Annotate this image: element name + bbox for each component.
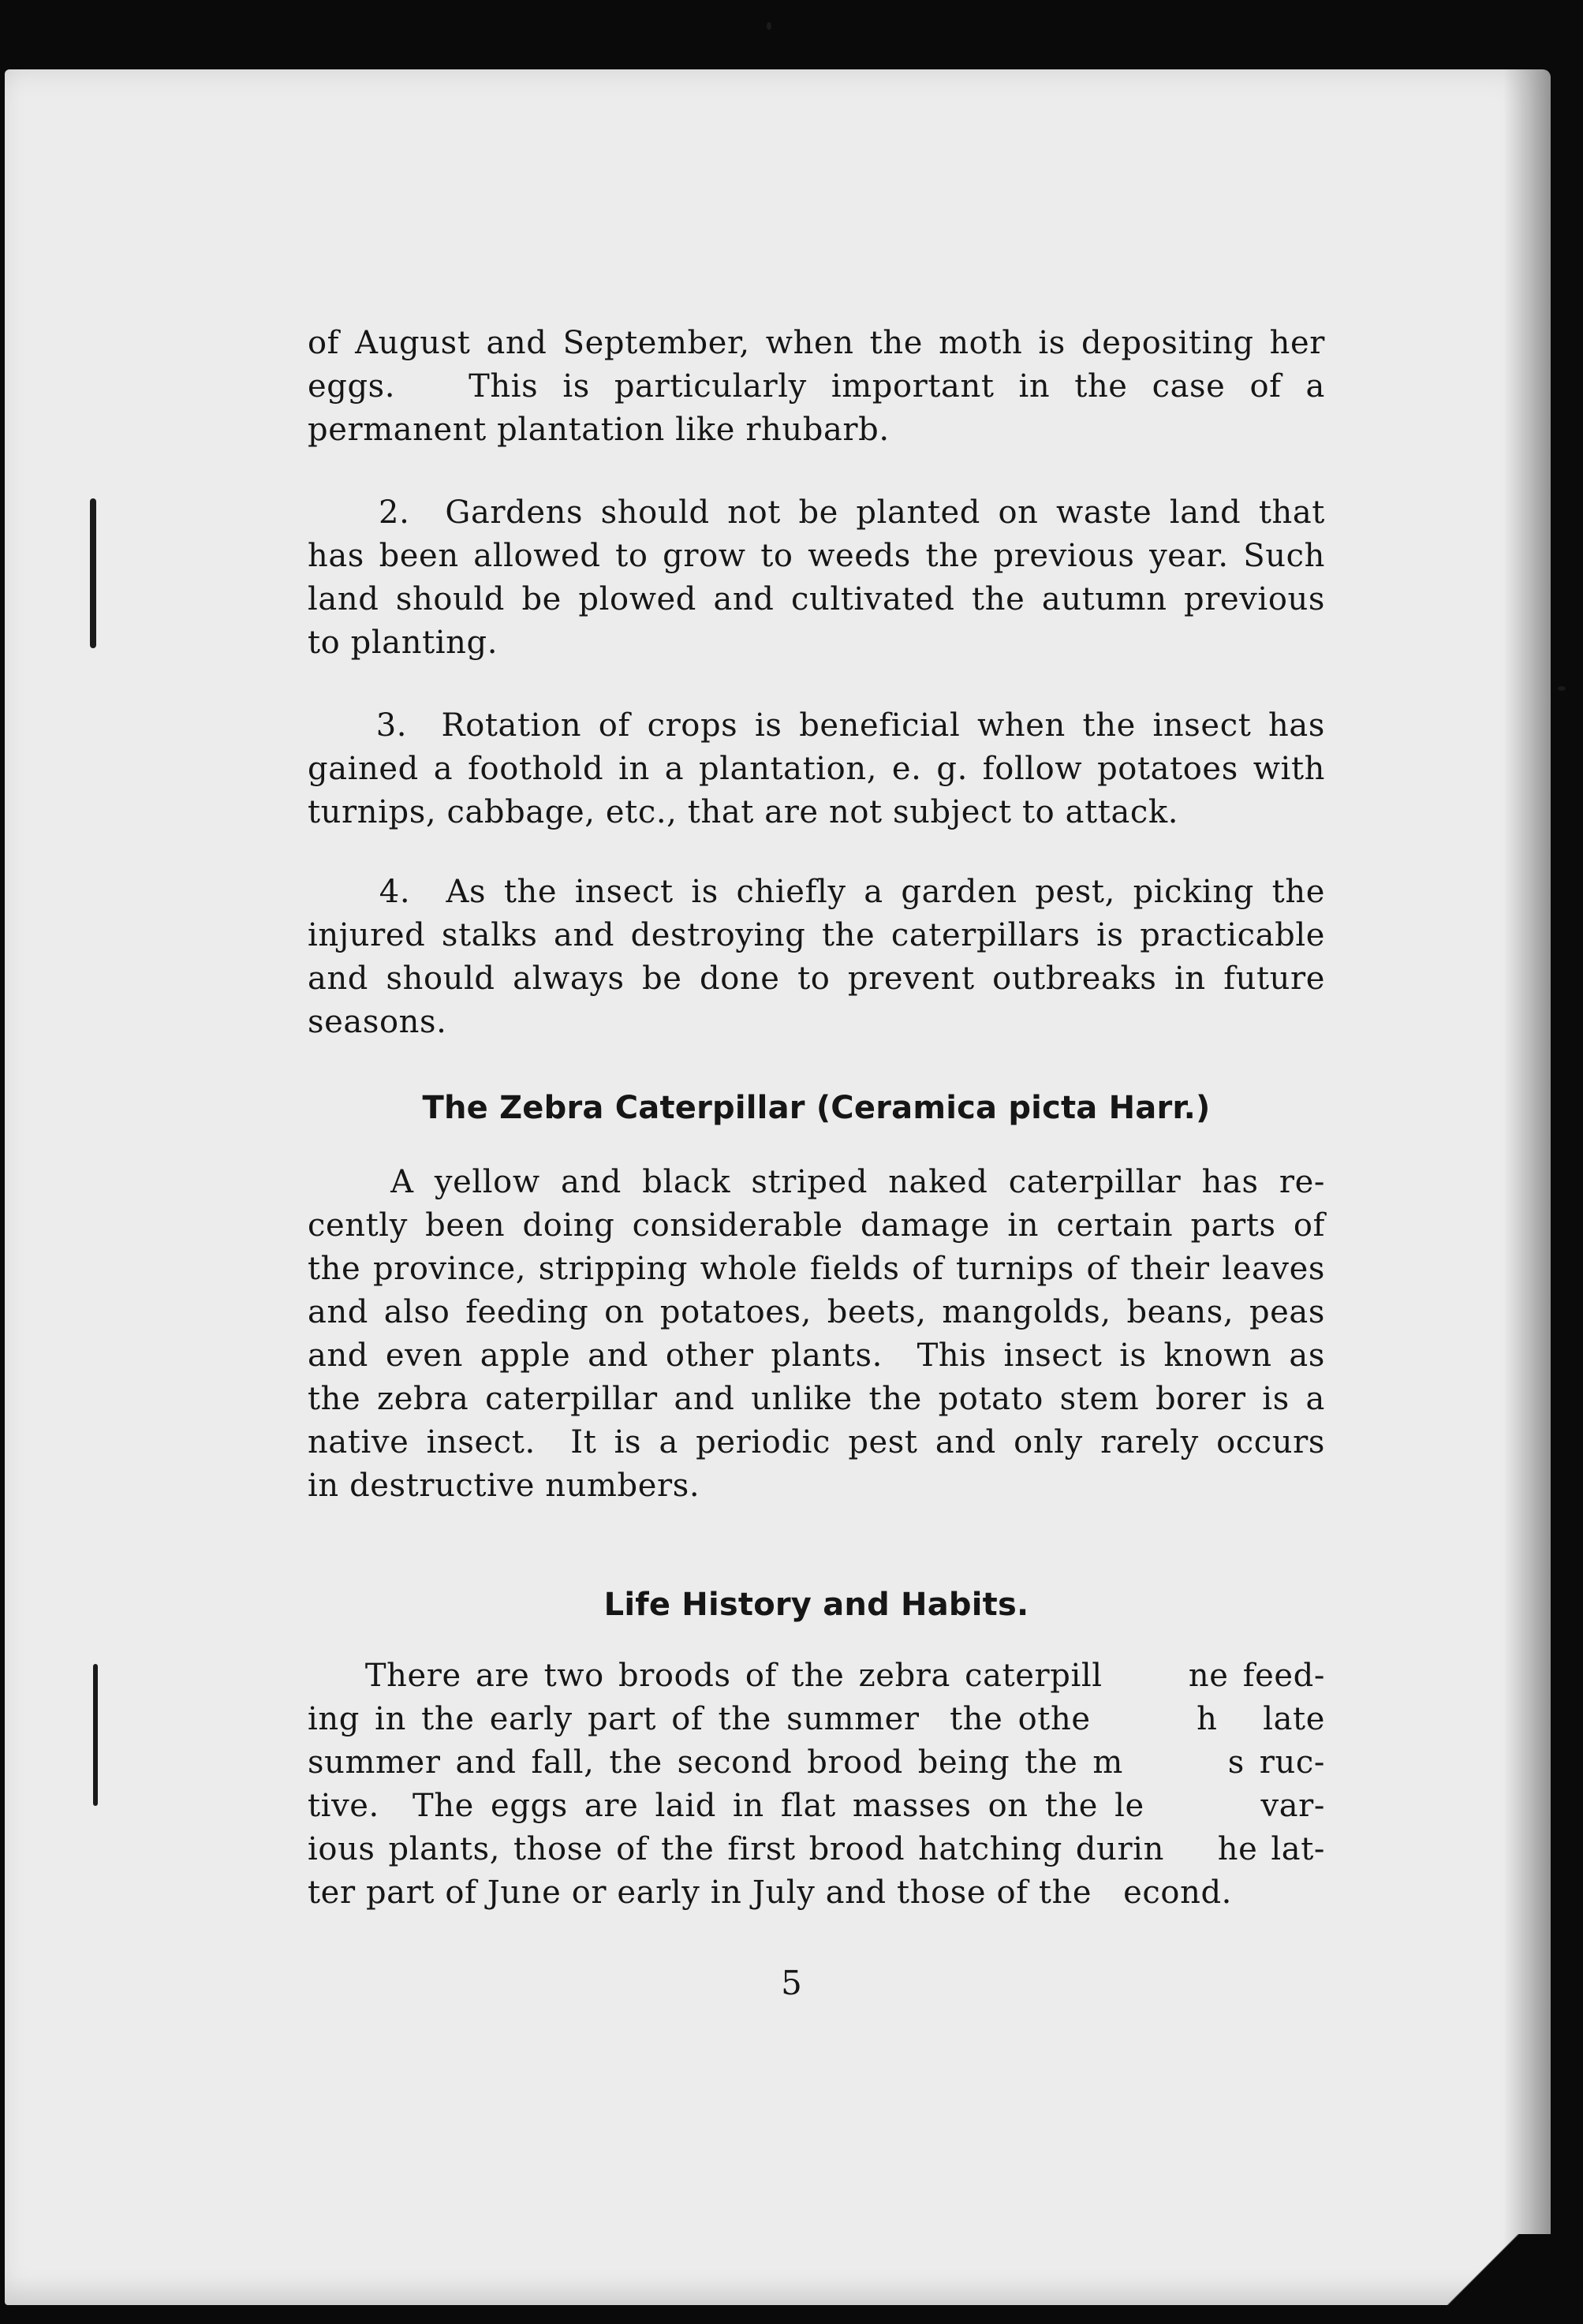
text-line: the province, stripping whole fields of turnips of their leaves [308,1251,1325,1287]
text-line: permanent plantation like rhubarb. [308,412,890,448]
text-line: tive. The eggs are laid in flat masses on the le var- [308,1788,1325,1824]
scan-speck [767,22,771,30]
text-line: gained a foothold in a plantation, e. g. follow potatoes with [308,751,1325,787]
paragraph-life-history [308,1654,1325,1915]
paragraph-gardens [308,491,1325,665]
text-line: cently been doing considerable damage in certain parts of [308,1207,1325,1244]
page-number: 5 [781,1964,802,2002]
binding-mark-lower [93,1664,98,1806]
body-text [308,322,1325,1915]
paragraph-zebra [308,1161,1325,1508]
text-line: to planting. [308,625,498,661]
text-line: native insect. It is a periodic pest and only rarely occurs [308,1424,1325,1460]
text-line: and also feeding on potatoes, beets, mangolds, beans, peas [308,1294,1325,1330]
scan-speck [1558,686,1566,691]
paragraph-rotation [308,704,1325,834]
section-heading-zebra: The Zebra Caterpillar (Ceramica picta Harr.) [422,1090,1211,1126]
text-line: A yellow and black striped naked caterpillar has re- [308,1164,1325,1200]
text-line: ious plants, those of the first brood hatching durin he lat- [308,1831,1325,1867]
text-line: 2. Gardens should not be planted on waste land that [308,494,1325,531]
text-line: 3. Rotation of crops is beneficial when the insect has [308,707,1325,744]
paragraph-august [308,322,1325,452]
text-line: and even apple and other plants. This insect is known as [308,1337,1325,1374]
text-line: summer and fall, the second brood being the m s ruc- [308,1744,1325,1781]
paragraph-garden-pest [308,871,1325,1044]
text-line: in destructive numbers. [308,1468,700,1504]
text-line: injured stalks and destroying the caterpillars is practicable [308,917,1325,953]
text-line: the zebra caterpillar and unlike the potato stem borer is a [308,1381,1325,1417]
page-corner [1432,2234,1551,2305]
text-line: of August and September, when the moth is depositing her [308,325,1325,361]
text-line: 4. As the insect is chiefly a garden pest, picking the [308,874,1325,910]
text-line: eggs. This is particularly important in the case of a [308,368,1325,405]
text-line: ing in the early part of the summer the othe h late [308,1701,1325,1737]
text-line: ter part of June or early in July and those of the econd. [308,1874,1232,1911]
text-line: has been allowed to grow to weeds the previous year. Such [308,538,1325,574]
text-line: There are two broods of the zebra caterpill ne feed- [308,1658,1325,1694]
binding-mark-upper [90,498,96,648]
text-line: seasons. [308,1004,447,1040]
text-line: and should always be done to prevent outbreaks in future [308,961,1325,997]
section-heading-life-history: Life History and Habits. [603,1587,1029,1623]
text-line: turnips, cabbage, etc., that are not subject to attack. [308,794,1179,830]
text-line: land should be plowed and cultivated the autumn previous [308,581,1325,617]
